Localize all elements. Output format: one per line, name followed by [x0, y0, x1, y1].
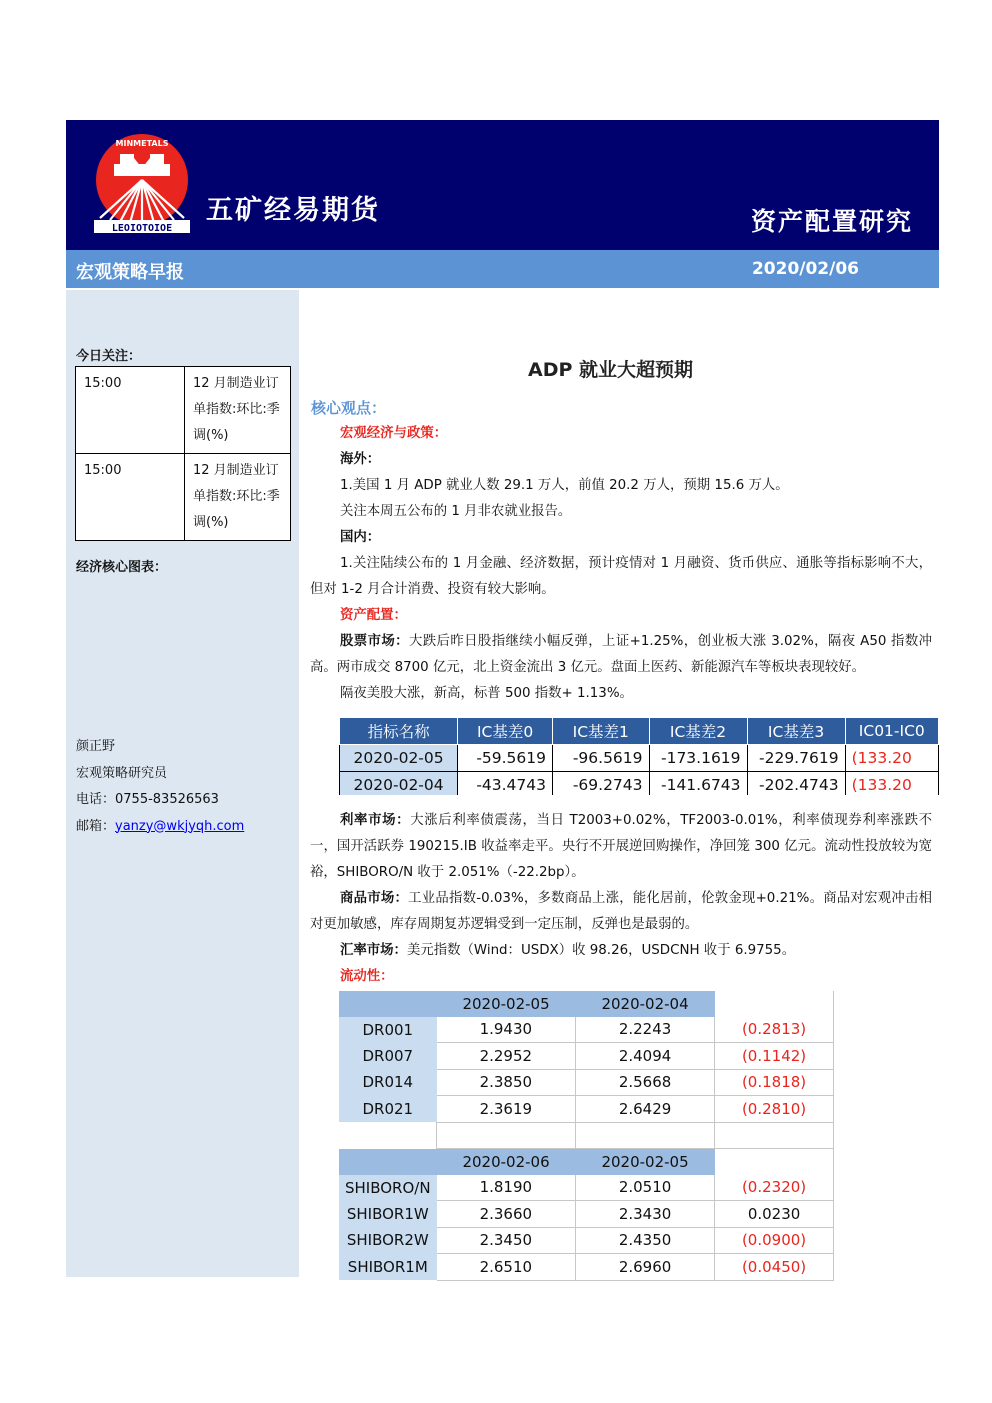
overseas-heading: 海外：: [340, 452, 381, 467]
table-header: 2020-02-04: [576, 991, 715, 1017]
author-email-line: [76, 814, 244, 841]
stock-paragraph: [310, 629, 932, 681]
stock-text: 大跌后昨日股指继续小幅反弹，上证+1.25%，创业板大涨 3.02%，隔夜 A50 指数冲高。两市成交 8700 亿元，北上资金流出 3 亿元。盘面上医药、新能源汽车等板块表现较好。: [310, 634, 933, 675]
table-cell: 2020-02-04: [340, 772, 458, 796]
table-cell: -59.5619: [458, 745, 553, 772]
liquidity-heading: 流动性：: [340, 969, 394, 984]
ic-basis-table: [339, 717, 939, 795]
table-row: [339, 1017, 834, 1043]
table-row: [339, 1096, 834, 1123]
overseas-item-1: 1.美国 1 月 ADP 就业人数 29.1 万人，前值 20.2 万人，预期 15.6 万人。: [340, 478, 789, 493]
report-title: ADP 就业大超预期: [528, 359, 694, 381]
table-cell: 1.9430: [437, 1017, 576, 1043]
focus-row: [76, 367, 291, 454]
fx-label: 汇率市场：: [340, 943, 407, 958]
table-cell: 2.4094: [576, 1043, 715, 1070]
table-header-row: [339, 991, 834, 1017]
table-cell: (0.2320): [715, 1175, 834, 1201]
report-type: 宏观策略早报: [76, 262, 184, 283]
table-header: 2020-02-05: [437, 991, 576, 1017]
today-focus-label: 今日关注：: [76, 349, 142, 364]
table-cell: -173.1619: [649, 745, 747, 772]
table-cell: DR001: [339, 1017, 437, 1043]
author-title: 宏观策略研究员: [76, 765, 168, 781]
table-cell: DR021: [339, 1096, 437, 1123]
allocation-heading: 资产配置：: [340, 608, 407, 623]
table-cell: 2.2952: [437, 1043, 576, 1070]
table-header: 2020-02-05: [576, 1149, 715, 1175]
table-cell: -202.4743: [747, 772, 845, 796]
table-header: 指标名称: [340, 718, 458, 745]
sidebar: [66, 290, 299, 1277]
table-cell: 1.8190: [437, 1175, 576, 1201]
table-cell: -229.7619: [747, 745, 845, 772]
table-cell: (0.0450): [715, 1254, 834, 1281]
author-info: [76, 734, 244, 840]
email-link[interactable]: yanzy@wkjyqh.com: [115, 818, 245, 834]
focus-time: 15:00: [76, 367, 185, 454]
table-spacer-row: [339, 1122, 834, 1149]
table-cell: 2.3450: [437, 1227, 576, 1254]
overseas-item-2: 关注本周五公布的 1 月非农就业报告。: [340, 504, 572, 519]
table-row: [339, 1069, 834, 1096]
company-name: 五矿经易期货: [206, 195, 380, 226]
focus-time: 15:00: [76, 454, 185, 541]
table-cell: DR014: [339, 1069, 437, 1096]
table-cell: DR007: [339, 1043, 437, 1070]
table-row: [339, 1227, 834, 1254]
table-header: IC基差2: [649, 718, 747, 745]
section-title: 资产配置研究: [750, 207, 913, 236]
commodity-label: 商品市场：: [340, 891, 409, 906]
author-phone: 电话：0755-83526563: [76, 792, 219, 807]
minmetals-logo: [90, 130, 194, 234]
core-view-label: 核心观点：: [311, 399, 387, 417]
focus-item: 12 月制造业订单指数:环比:季调(%): [185, 454, 291, 541]
table-cell: (0.2810): [715, 1096, 834, 1123]
email-label: 邮箱：: [76, 818, 116, 834]
domestic-item-1: 1.关注陆续公布的 1 月金融、经济数据，预计疫情对 1 月融资、货币供应、通胀等指标影响不大，但对 1-2 月合计消费、投资有较大影响。: [310, 556, 932, 597]
stock-label: 股票市场：: [340, 634, 409, 649]
markets-section: [310, 808, 932, 990]
table-cell: 0.0230: [715, 1201, 834, 1228]
stock-text-2: 隔夜美股大涨，新高，标普 500 指数+ 1.13%。: [340, 686, 633, 701]
table-header: IC01-IC0: [845, 718, 938, 745]
table-cell: -96.5619: [553, 745, 650, 772]
table-cell: 2.6960: [576, 1254, 715, 1281]
table-cell: 2.6510: [437, 1254, 576, 1281]
commodity-text: 工业品指数-0.03%，多数商品上涨，能化居前，伦敦金现+0.21%。商品对宏观冲击相对更加敏感，库存周期复苏逻辑受到一定压制，反弹也是最弱的。: [310, 891, 933, 932]
table-row: [339, 1201, 834, 1228]
table-cell: SHIBOR2W: [339, 1227, 437, 1254]
macro-section: [310, 421, 932, 707]
table-header-row: [339, 1149, 834, 1175]
fx-text: 美元指数（Wind：USDX）收 98.26，USDCNH 收于 6.9755。: [406, 943, 796, 958]
rate-text: 大涨后利率债震荡，当日 T2003+0.02%，TF2003-0.01%，利率债现券利率涨跌不一，国开活跃券 190215.IB 收益率走平。央行不开展逆回购操作，净回笼 300 亿元。流动性投放较为宽裕，SHIBORO/N 收于 2.051%（-22.2bp）。: [310, 813, 933, 880]
macro-heading: 宏观经济与政策：: [340, 426, 448, 441]
domestic-heading: 国内：: [340, 530, 381, 545]
table-cell: (0.0900): [715, 1227, 834, 1254]
table-cell: SHIBOR1W: [339, 1201, 437, 1228]
rate-paragraph: [310, 808, 932, 886]
table-cell: 2.6429: [576, 1096, 715, 1123]
table-header: 2020-02-06: [437, 1149, 576, 1175]
table-cell: 2.3430: [576, 1201, 715, 1228]
author-name: 颜正野: [76, 739, 116, 754]
table-row: [339, 1175, 834, 1201]
table-cell: 2.3660: [437, 1201, 576, 1228]
table-cell: (133.20: [845, 772, 938, 796]
table-cell: -43.4743: [458, 772, 553, 796]
core-charts-label: 经济核心图表：: [76, 560, 168, 575]
table-cell: 2020-02-05: [340, 745, 458, 772]
subheader-bar: [66, 250, 939, 288]
table-cell: SHIBORO/N: [339, 1175, 437, 1201]
liquidity-table: [339, 991, 834, 1281]
table-header: IC基差0: [458, 718, 553, 745]
focus-table: [75, 366, 291, 541]
table-header: IC基差3: [747, 718, 845, 745]
report-header: [66, 120, 939, 250]
table-header-row: [340, 718, 939, 745]
table-row: [340, 745, 939, 772]
table-row: [339, 1254, 834, 1281]
table-cell: -141.6743: [649, 772, 747, 796]
table-cell: 2.5668: [576, 1069, 715, 1096]
fx-paragraph: [310, 938, 932, 964]
table-header: IC基差1: [553, 718, 650, 745]
focus-row: [76, 454, 291, 541]
table-cell: 2.0510: [576, 1175, 715, 1201]
logo-bottom-text: LEOIOTOIOE: [111, 223, 173, 234]
table-row: [340, 772, 939, 796]
logo-text: MINMETALS: [115, 139, 169, 148]
table-cell: 2.2243: [576, 1017, 715, 1043]
rate-label: 利率市场：: [340, 813, 411, 828]
report-date: 2020/02/06: [751, 259, 859, 279]
table-row: [339, 1043, 834, 1070]
table-cell: 2.3619: [437, 1096, 576, 1123]
table-cell: 2.3850: [437, 1069, 576, 1096]
commodity-paragraph: [310, 886, 932, 938]
table-cell: (0.2813): [715, 1017, 834, 1043]
focus-item: 12 月制造业订单指数:环比:季调(%): [185, 367, 291, 454]
table-cell: (133.20: [845, 745, 938, 772]
table-cell: (0.1142): [715, 1043, 834, 1070]
table-cell: -69.2743: [553, 772, 650, 796]
table-cell: SHIBOR1M: [339, 1254, 437, 1281]
table-cell: 2.4350: [576, 1227, 715, 1254]
table-cell: (0.1818): [715, 1069, 834, 1096]
